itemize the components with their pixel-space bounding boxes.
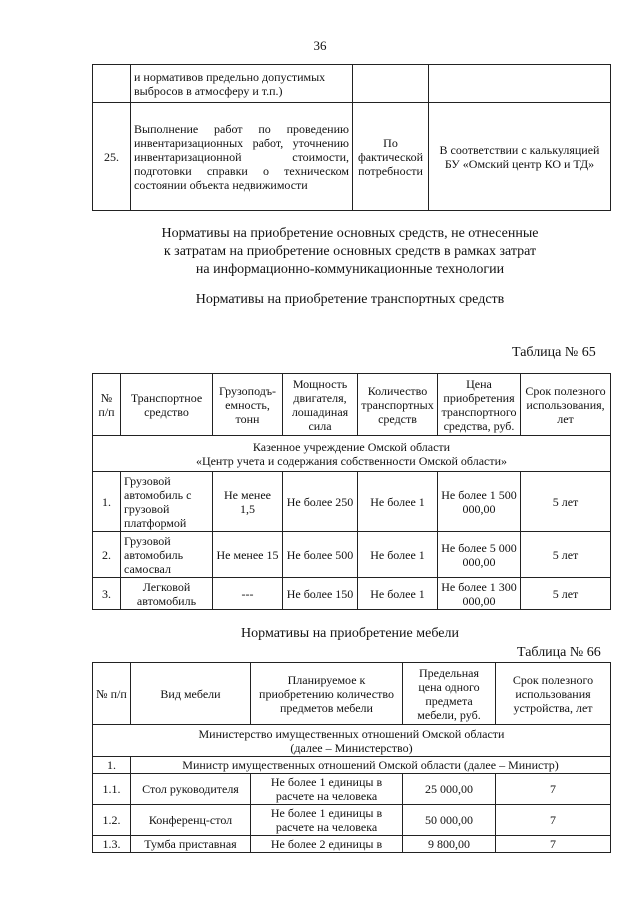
header-row <box>93 663 611 725</box>
page-number: 36 <box>313 38 327 53</box>
table-row <box>93 65 611 103</box>
table66-caption: Таблица № 66 <box>517 645 601 660</box>
furniture-heading: Нормативы на приобретение мебели <box>241 626 459 641</box>
col-header: Срок полезного использования устройства, лет <box>496 663 611 725</box>
header-row <box>93 374 611 436</box>
main-heading: Нормативы на приобретение основных средств, не отнесенные к затратам на приобретение основных средств в рамках затрат на информационно-коммуникационные технологии <box>161 226 539 277</box>
row-number: 25. <box>93 103 131 211</box>
row-price: В соответствии с калькуляцией БУ «Омский центр КО и ТД» <box>429 103 611 211</box>
table-row: 1.1. Стол руководителя Не более 1 единицы в расчете на человека 25 000,00 7 <box>93 774 611 805</box>
subsection-row: 1. Министр имущественных отношений Омской области (далее – Министр) <box>93 757 611 774</box>
col-header: Срок полезного использования, лет <box>521 374 611 436</box>
top-table <box>92 64 611 211</box>
section-row <box>93 725 611 757</box>
table65-caption: Таблица № 65 <box>512 345 596 360</box>
col-header: Вид мебели <box>131 663 251 725</box>
col-header: № п/п <box>93 374 121 436</box>
section-title: Министерство имущественных отношений Омской области (далее – Министерство) <box>93 725 611 757</box>
col-header: Транспортное средство <box>121 374 213 436</box>
table-row: 2. Грузовой автомобиль самосвал Не менее 15 Не более 500 Не более 1 Не более 5 000 000,00 5 лет <box>93 532 611 578</box>
col-header: Количество транспортных средств <box>358 374 438 436</box>
table-row: 3. Легковой автомобиль --- Не более 150 Не более 1 Не более 1 300 000,00 5 лет <box>93 578 611 610</box>
col-header: Цена приобретения транспортного средства, руб. <box>438 374 521 436</box>
section-title: Казенное учреждение Омской области «Центр учета и содержания собственности Омской области» <box>93 436 611 472</box>
section-row <box>93 436 611 472</box>
col-header: Мощность двигателя, лошадиная сила <box>283 374 358 436</box>
row-quantity: По фактической потребности <box>353 103 429 211</box>
table-row: 1. Грузовой автомобиль с грузовой платформой Не менее 1,5 Не более 250 Не более 1 Не более 1 500 000,00 5 лет <box>93 472 611 532</box>
table-row: 1.3. Тумба приставная Не более 2 единицы в 9 800,00 7 <box>93 836 611 853</box>
row-description: Выполнение работ по проведению инвентаризационных работ, уточнению инвентаризационной стоимости, подготовки справки о техническом состоянии объекта недвижимости <box>131 103 353 211</box>
col-header: Грузоподъ-емность, тонн <box>213 374 283 436</box>
table-row: 1.2. Конференц-стол Не более 1 единицы в расчете на человека 50 000,00 7 <box>93 805 611 836</box>
table66 <box>92 662 611 853</box>
col-header: Планируемое к приобретению количество предметов мебели <box>251 663 403 725</box>
table-row <box>93 103 611 211</box>
col-header: № п/п <box>93 663 131 725</box>
table65 <box>92 373 611 610</box>
col-header: Предельная цена одного предмета мебели, руб. <box>403 663 496 725</box>
continuation-text: и нормативов предельно допустимых выбросов в атмосферу и т.п.) <box>131 65 353 103</box>
transport-heading: Нормативы на приобретение транспортных средств <box>195 292 505 307</box>
